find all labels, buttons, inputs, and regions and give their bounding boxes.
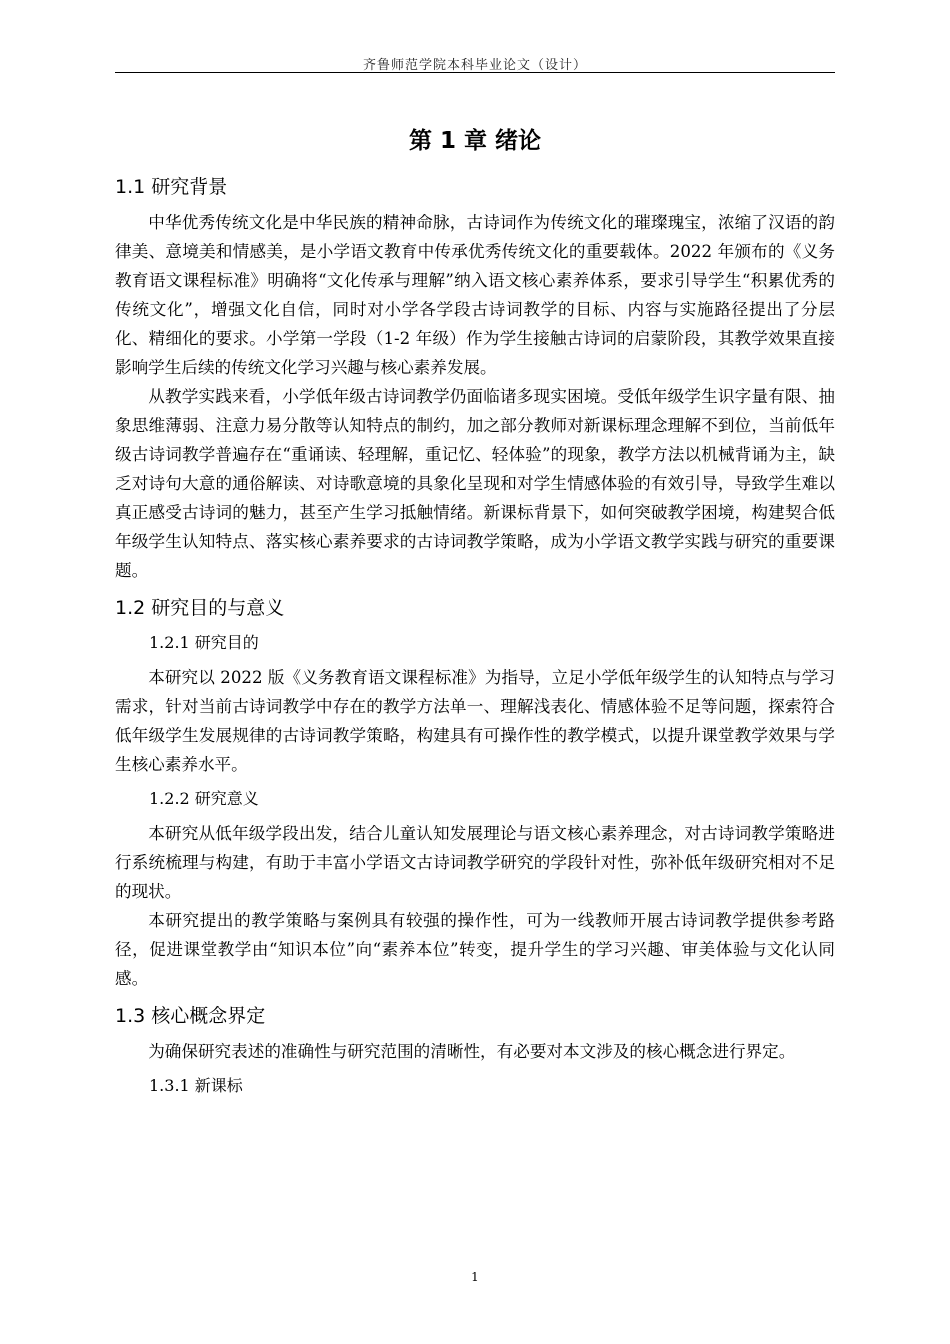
chapter-title: 第 1 章 绪论 (408, 128, 542, 154)
page-number: 1 (471, 1270, 479, 1284)
paragraph: 从教学实践来看，小学低年级古诗词教学仍面临诸多现实困境。受低年级学生识字量有限、抽象思维薄弱、注意力易分散等认知特点的制约，加之部分教师对新课标理念理解不到位，当前低年级古诗词教学普遍存在“重诵读、轻理解，重记忆、轻体验”的现象，教学方法以机械背诵为主，缺乏对诗句大意的通俗解读、对诗歌意境的具象化呈现和对学生情感体验的有效引导，导致学生难以真正感受古诗词的魅力，甚至产生学习抵触情绪。新课标背景下，如何突破教学困境，构建契合低年级学生认知特点、落实核心素养要求的古诗词教学策略，成为小学语文教学实践与研究的重要课题。 (115, 387, 835, 580)
section-heading-1-3: 1.3 核心概念界定 (115, 1005, 266, 1027)
header-rule (115, 72, 835, 73)
subsection-heading-1-2-2: 1.2.2 研究意义 (149, 789, 259, 808)
paragraph: 本研究提出的教学策略与案例具有较强的操作性，可为一线教师开展古诗词教学提供参考路径，促进课堂教学由“知识本位”向“素养本位”转变，提升学生的学习兴趣、审美体验与文化认同感。 (115, 911, 835, 988)
paragraph: 中华优秀传统文化是中华民族的精神命脉，古诗词作为传统文化的璀璨瑰宝，浓缩了汉语的韵律美、意境美和情感美，是小学语文教育中传承优秀传统文化的重要载体。2022 年颁布的《义务教育语文课程标准》明确将“文化传承与理解”纳入语文核心素养体系，要求引导学生“积累优秀的传统文化”，增强文化自信，同时对小学各学段古诗词教学的目标、内容与实施路径提出了分层化、精细化的要求。小学第一学段（1-2 年级）作为学生接触古诗词的启蒙阶段，其教学效果直接影响学生后续的传统文化学习兴趣与核心素养发展。 (115, 213, 835, 377)
page-body (115, 124, 835, 1106)
paragraph: 为确保研究表述的准确性与研究范围的清晰性，有必要对本文涉及的核心概念进行界定。 (148, 1042, 796, 1061)
section-heading-1-1: 1.1 研究背景 (115, 176, 228, 198)
section-heading-1-2: 1.2 研究目的与意义 (115, 597, 285, 619)
subsection-heading-1-3-1: 1.3.1 新课标 (149, 1076, 243, 1095)
running-header: 齐鲁师范学院本科毕业论文（设计） (362, 58, 587, 73)
paragraph: 本研究从低年级学段出发，结合儿童认知发展理论与语文核心素养理念，对古诗词教学策略进行系统梳理与构建，有助于丰富小学语文古诗词教学研究的学段针对性，弥补低年级研究相对不足的现状。 (115, 824, 835, 901)
paragraph: 本研究以 2022 版《义务教育语文课程标准》为指导，立足小学低年级学生的认知特点与学习需求，针对当前古诗词教学中存在的教学方法单一、理解浅表化、情感体验不足等问题，探索符合低年级学生发展规律的古诗词教学策略，构建具有可操作性的教学模式，以提升课堂教学效果与学生核心素养水平。 (115, 668, 835, 774)
subsection-heading-1-2-1: 1.2.1 研究目的 (149, 633, 259, 652)
